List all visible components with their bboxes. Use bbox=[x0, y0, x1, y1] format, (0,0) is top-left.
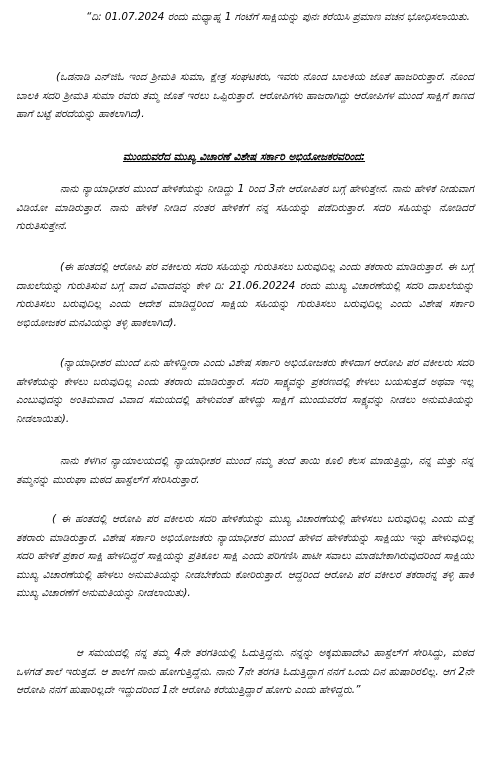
paragraph-hostel-admission: ನಾನು ಕೆಳಗಿನ ನ್ಯಾಯಾಲಯದಲ್ಲಿ ನ್ಯಾಯಾಧೀಶರ ಮುಂದೆ ನಮ್ಮ ತಂದೆ ತಾಯಿ ಕೂಲಿ ಕೆಲಸ ಮಾಡುತ್ತಿದ್ದು, ನನ್ನ ಮತ್ತು ನನ್ನ ತಮ್ಮನನ್ನು ಮುರುಘಾ ಮಠದ ಹಾಸ್ಟೆಲ್‌ಗೆ ಸೇರಿಸಿರುತ್ತಾರೆ. bbox=[16, 455, 474, 486]
paragraph-chief-examination-permission: ( ಈ ಹಂತದಲ್ಲಿ ಆರೋಪಿ ಪರ ವಕೀಲರು ಸದರಿ ಹೇಳಿಕೆಯನ್ನು ಮುಖ್ಯ ವಿಚಾರಣೆಯಲ್ಲಿ ಹೇಳಿಸಲು ಬರುವುದಿಲ್ಲ ಎಂದು ಮತ್ತೆ ತಕರಾರು ಮಾಡಿರುತ್ತಾರೆ. ವಿಶೇಷ ಸರ್ಕಾರಿ ಅಭಿಯೋಜಕರು ನ್ಯಾಯಾಧೀಶರ ಮುಂದೆ ಹೇಳಿದ ಹೇಳಿಕೆಯನ್ನು ಸಾಕ್ಷಿಯು ಇನ್ನು ಹೇಳುವುದಿಲ್ಲ ಸದರಿ ಹೇಳಿಕೆ ಪ್ರಕಾರ ಸಾಕ್ಷಿ ಹೇಳದಿದ್ದರೆ ಸಾಕ್ಷಿಯನ್ನು ಪ್ರತಿಕೂಲ ಸಾಕ್ಷಿ ಎಂದು ಪರಿಗಣಿಸಿ ಪಾಟೀ ಸವಾಲು ಮಾಡಬೇಕಾಗಿರುವುದರಿಂದ ಸಾಕ್ಷಿಯು ಮುಖ್ಯ ವಿಚಾರಣೆಯಲ್ಲಿ ಹೇಳಲು ಅನುಮತಿಯನ್ನು ನೀಡಬೇಕೆಂದು ಕೋರಿರುತ್ತಾರೆ. ಆದ್ದರಿಂದ ಆರೋಪಿ ಪರ ವಕೀಲರ ತಕರಾರನ್ನ ತಳ್ಳಿ ಹಾಕಿ ಮುಖ್ಯ ವಿಚಾರಣೆಗೆ ಅನುಮತಿಯನ್ನು ನೀಡಲಾಯಿತು). bbox=[16, 513, 474, 599]
section-heading: ಮುಂದುವರೆದ ಮುಖ್ಯ ವಿಚಾರಣೆ ವಿಶೇಷ ಸರ್ಕಾರಿ ಅಭಿಯೋಜಕರವರಿಂದ: bbox=[122, 151, 366, 163]
paragraph-objection-statement: (ನ್ಯಾಯಾಧೀಶರ ಮುಂದೆ ಏನು ಹೇಳಿದ್ದೀರಾ ಎಂದು ವಿಶೇಷ ಸರ್ಕಾರಿ ಅಭಿಯೋಜಕರು ಕೇಳಿದಾಗ ಆರೋಪಿ ಪರ ವಕೀಲರು ಸದರಿ ಹೇಳಿಕೆಯನ್ನು ಕೇಳಲು ಬರುವುದಿಲ್ಲ ಎಂದು ತಕರಾರು ಮಾಡಿರುತ್ತಾರೆ. ಸದರಿ ಸಾಕ್ಷ್ಯವನ್ನು ಪ್ರಕರಣದಲ್ಲಿ ಕೇಳಲು ಬಯಸುತ್ತದೆ ಅಥವಾ ಇಲ್ಲ ಎಂಬುವುದನ್ನು ಅಂತಿಮವಾದ ವಿವಾದ ಸಮಯದಲ್ಲಿ ಹೇಳುವಂತೆ ಹೇಳಿದ್ದು ಸಾಕ್ಷಿಗೆ ಮುಂದುವರೆದ ಸಾಕ್ಷ್ಯವನ್ನು ನೀಡಲು ಅನುಮತಿಯನ್ನು ನೀಡಲಾಯಿತು). bbox=[16, 357, 474, 425]
paragraph-oath: “ದಿ: 01.07.2024 ರಂದು ಮಧ್ಯಾಹ್ನ 1 ಗಂಟೆಗೆ ಸಾಕ್ಷಿಯನ್ನು ಪುನಃ ಕರೆಯಿಸಿ ಪ್ರಮಾಣ ವಚನ ಭೋಧಿಸಲಾಯಿತು. bbox=[86, 11, 470, 23]
paragraph-statement-signature: ನಾನು ನ್ಯಾಯಾಧೀಶರ ಮುಂದೆ ಹೇಳಿಕೆಯನ್ನು ನೀಡಿದ್ದು 1 ರಿಂದ 3ನೇ ಆರೋಪಿತರ ಬಗ್ಗೆ ಹೇಳುತ್ತೇನೆ. ನಾನು ಹೇಳಿಕೆ ನೀಡುವಾಗ ವಿಡಿಯೋ ಮಾಡಿರುತ್ತಾರೆ. ನಾನು ಹೇಳಿಕೆ ನೀಡಿದ ನಂತರ ಹೇಳಿಕೆಗೆ ನನ್ನ ಸಹಿಯನ್ನು ಪಡೆದಿರುತ್ತಾರೆ. ಸದರಿ ಸಹಿಯನ್ನು ನೋಡಿದರೆ ಗುರುತಿಸುತ್ತೇನೆ. bbox=[16, 183, 474, 232]
paragraph-ngo-presence: (ಒಡನಾಡಿ ಎನ್‌ಜಿಓ ಇಂದ ಶ್ರೀಮತಿ ಸುಮಾ, ಕ್ಷೇತ್ರ ಸಂಘಟಕರು, ಇವರು ನೊಂದ ಬಾಲಕಿಯ ಜೊತೆ ಹಾಜರಿರುತ್ತಾರೆ. ನೊಂದ ಬಾಲಕಿ ಸದರಿ ಶ್ರೀಮತಿ ಸುಮಾ ರವರು ತಮ್ಮ ಜೊತೆ ಇರಲು ಒಪ್ಪಿರುತ್ತಾರೆ. ಆರೋಪಿಗಳು ಹಾಜರಾಗಿದ್ದು ಆರೋಪಿಗಳ ಮುಂದೆ ಸಾಕ್ಷಿಗೆ ಕಾಣದ ಹಾಗೆ ಬಟ್ಟೆ ಪರದೆಯನ್ನು ಹಾಕಲಾಗಿದೆ). bbox=[16, 71, 474, 120]
paragraph-objection-signature: (ಈ ಹಂತದಲ್ಲಿ ಆರೋಪಿ ಪರ ವಕೀಲರು ಸದರಿ ಸಹಿಯನ್ನು ಗುರುತಿಸಲು ಬರುವುದಿಲ್ಲ ಎಂದು ತಕರಾರು ಮಾಡಿರುತ್ತಾರೆ. ಈ ಬಗ್ಗೆ ದಾಖಲೆಯನ್ನು ಗುರುತಿಸುವ ಬಗ್ಗೆ ವಾದ ವಿವಾದವನ್ನು ಕೇಳಿ ದಿ: 21.06.20224 ರಂದು ಮುಖ್ಯ ವಿಚಾರಣೆಯಲ್ಲಿ ಸದರಿ ದಾಖಲೆಯನ್ನು ಗುರುತಿಸಲು ಬರುವುದಿಲ್ಲ ಎಂದು ಆದೇಶ ಮಾಡಿದ್ದರಿಂದ ಸಾಕ್ಷಿಯ ಸಹಿಯನ್ನು ಗುರುತಿಸಲು ಬರುವುದಿಲ್ಲ ಎಂದು ವಿಶೇಷ ಸರ್ಕಾರಿ ಅಭಿಯೋಜಕರ ಮನವಿಯನ್ನು ತಳ್ಳಿ ಹಾಕಲಾಗಿದೆ). bbox=[16, 261, 474, 329]
paragraph-school-incident: ಆ ಸಮಯದಲ್ಲಿ ನನ್ನ ತಮ್ಮ 4ನೇ ತರಗತಿಯಲ್ಲಿ ಓದುತ್ತಿದ್ದನು. ನನ್ನನ್ನು ಅಕ್ಕಮಹಾದೇವಿ ಹಾಸ್ಟೆಲ್‌ಗೆ ಸೇರಿಸಿದ್ದು, ಮಠದ ಒಳಗಡೆ ಶಾಲೆ ಇರುತ್ತದೆ. ಆ ಶಾಲೆಗೆ ನಾನು ಹೋಗುತ್ತಿದ್ದೆನು. ನಾನು 7ನೇ ತರಗತಿ ಓದುತ್ತಿದ್ದಾಗ ನನಗೆ ಒಂದು ದಿನ ಹುಷಾರಿರಲಿಲ್ಲ. ಆಗ 2ನೇ ಆರೋಪಿ ನನಗೆ ಹುಷಾರಿಲ್ಲದೇ ಇದ್ದುದರಿಂದ 1ನೇ ಆರೋಪಿ ಕರೆಯುತ್ತಿದ್ದಾರೆ ಹೋಗು ಎಂದು ಹೇಳಿದ್ದರು.” bbox=[16, 647, 474, 696]
